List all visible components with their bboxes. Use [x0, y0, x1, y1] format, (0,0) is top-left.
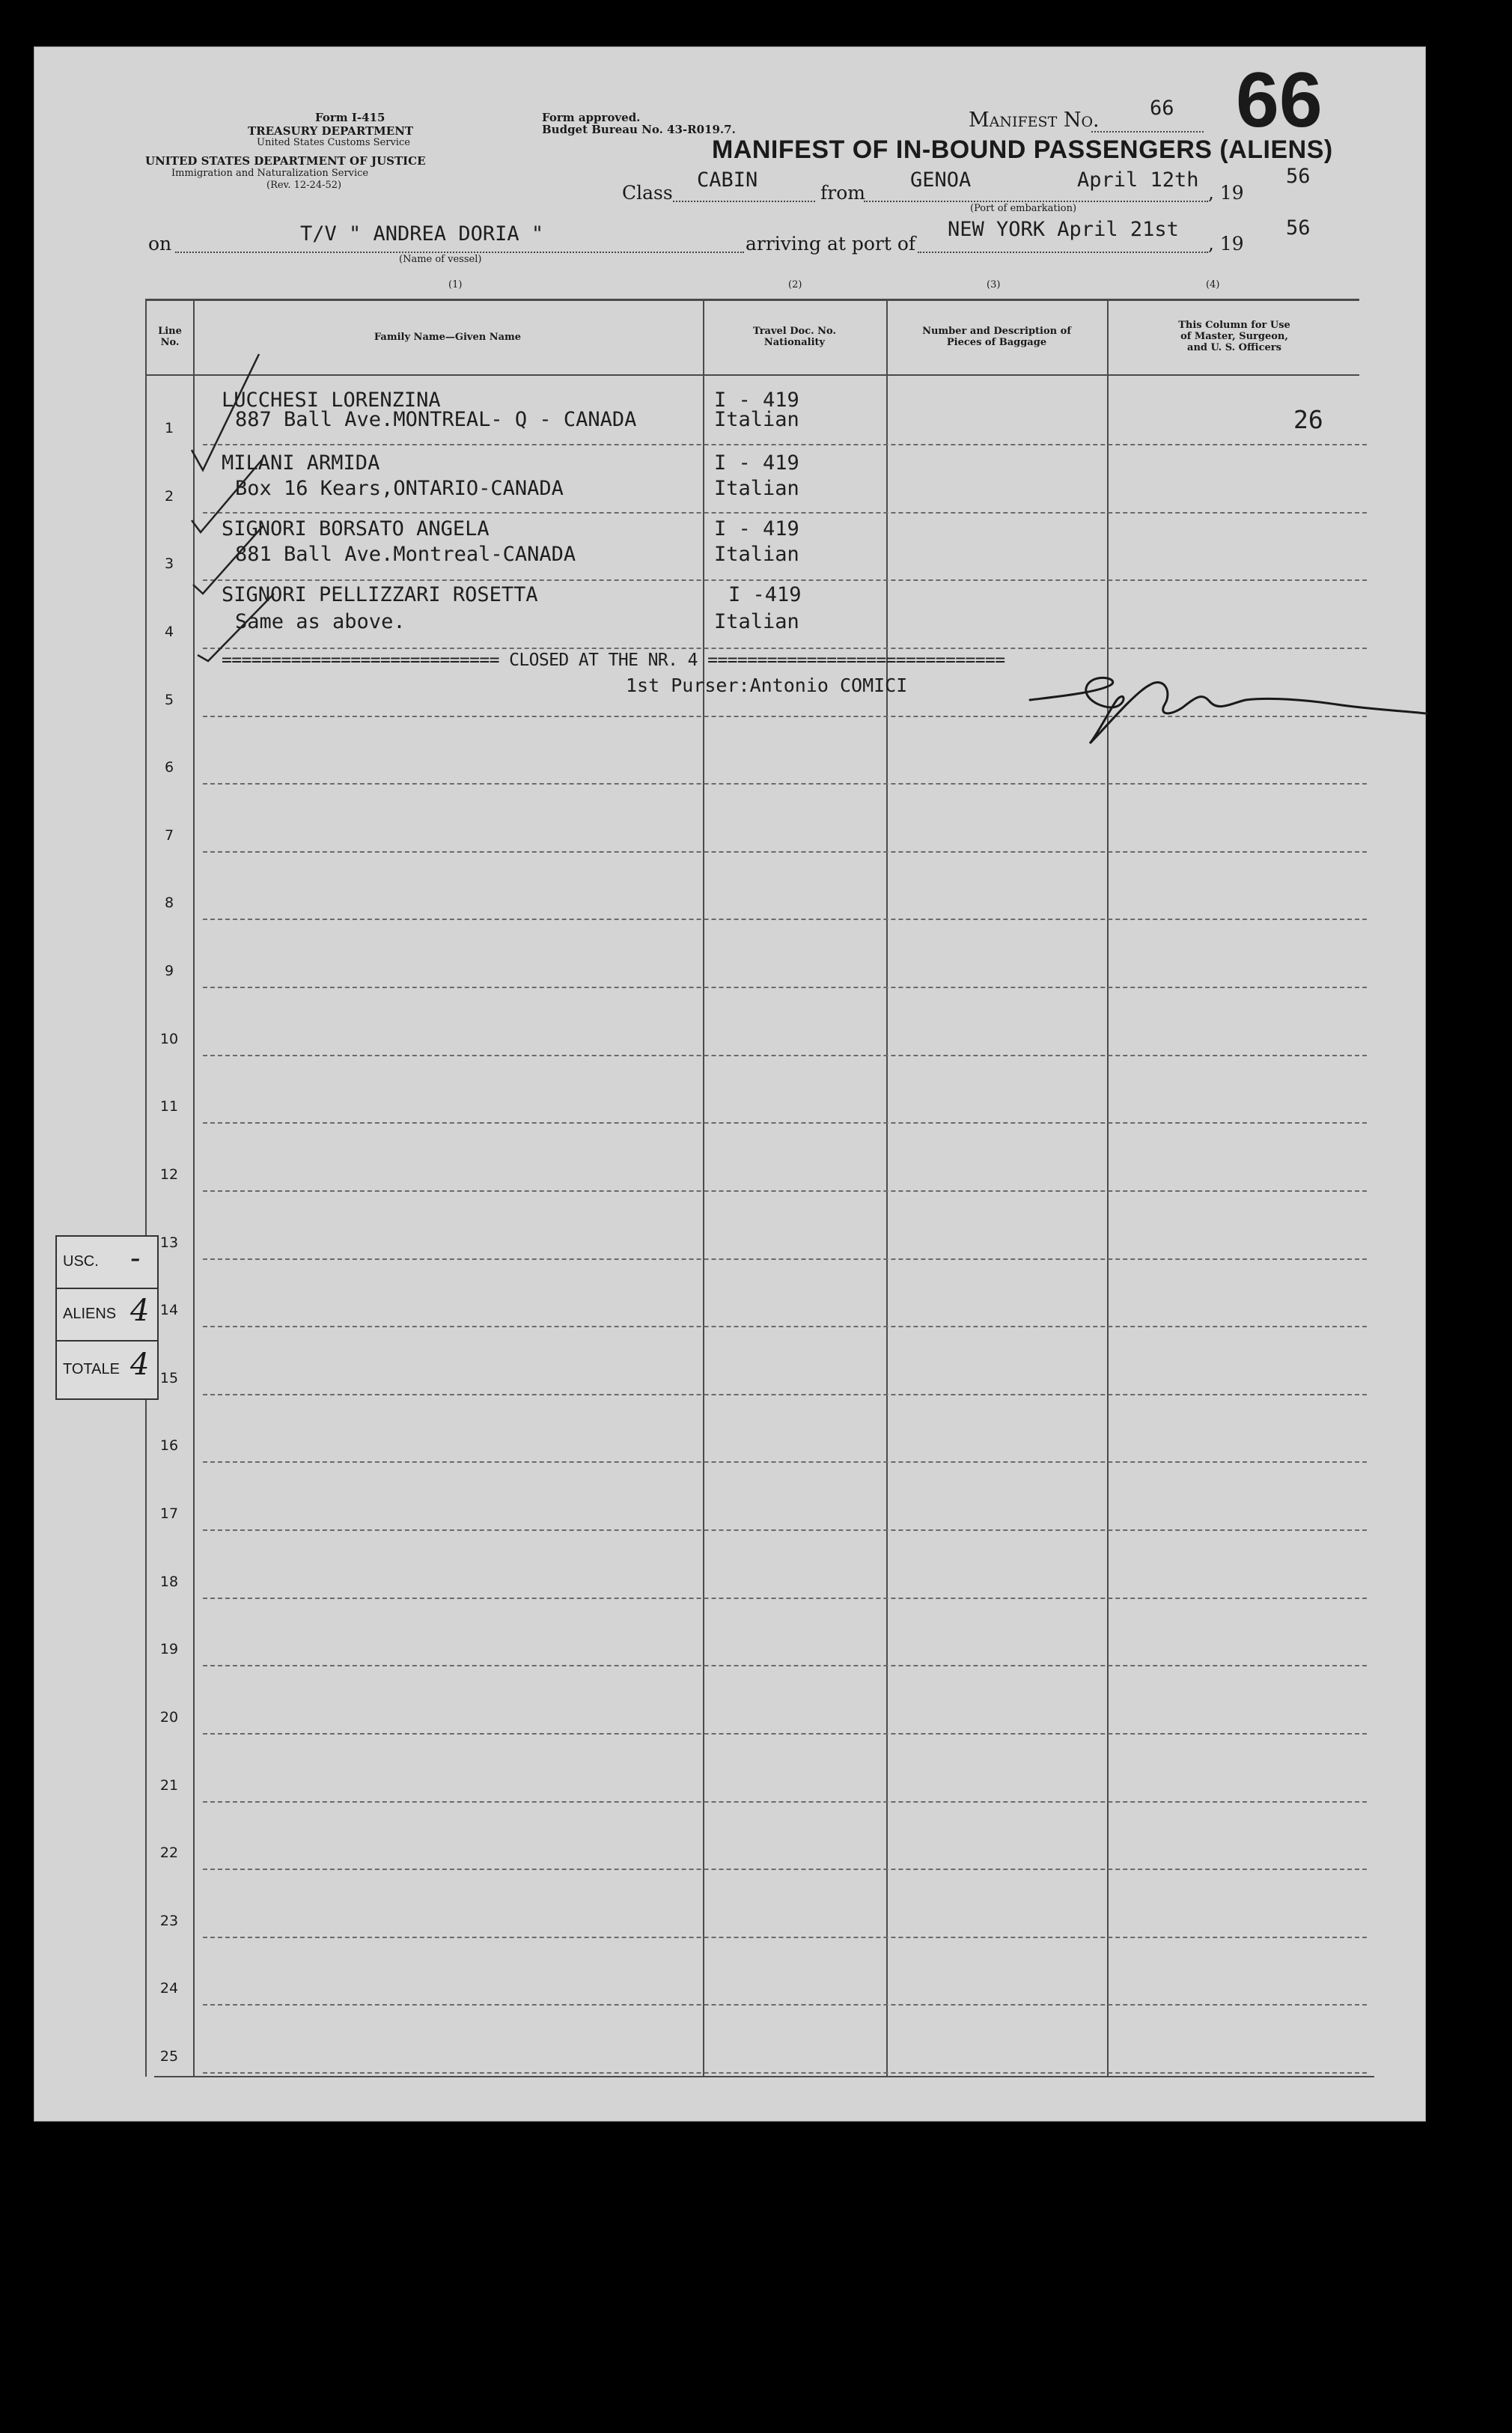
- line-number: 21: [159, 1776, 179, 1794]
- line-number: 4: [164, 623, 174, 640]
- arriving-label: arriving at port of: [746, 233, 916, 255]
- tally-usc-value: -: [130, 1241, 141, 1276]
- officers-use-heading: This Column for Use of Master, Surgeon, and U. S. Officers: [1178, 320, 1290, 353]
- passenger-4-nationality: Italian: [714, 610, 799, 633]
- row-rule: [203, 1733, 1367, 1735]
- line-number: 22: [159, 1845, 179, 1862]
- line-number: 18: [159, 1573, 179, 1590]
- manifest-no-value: 66: [1150, 97, 1174, 120]
- passenger-4-name: SIGNORI PELLIZZARI ROSETTA: [222, 583, 538, 606]
- line-number: 13: [159, 1234, 179, 1251]
- line-number: 11: [159, 1098, 179, 1115]
- line-no-heading: Line No.: [158, 326, 182, 348]
- passenger-1-doc: I - 419: [714, 389, 799, 412]
- row-rule: [203, 1529, 1367, 1531]
- manifest-no-label: Manifest No.: [969, 109, 1100, 132]
- passenger-2-address: Box 16 Kears,ONTARIO-CANADA: [235, 477, 564, 500]
- line-number: 5: [164, 691, 174, 708]
- row-rule: [203, 1869, 1367, 1870]
- vessel-name-note: (Name of vessel): [399, 254, 482, 265]
- departure-year: 56: [1286, 165, 1311, 188]
- travel-doc-heading: Travel Doc. No. Nationality: [752, 326, 837, 348]
- tally-total-row: [57, 1342, 157, 1397]
- passenger-3-address: 881 Ball Ave.Montreal-CANADA: [235, 543, 576, 566]
- line-number: 17: [159, 1505, 179, 1522]
- row-rule: [203, 1326, 1367, 1327]
- row-rule: [203, 2072, 1367, 2074]
- row-rule: [203, 1665, 1367, 1666]
- line-number: 24: [159, 1980, 179, 1997]
- row-rule: [203, 783, 1367, 785]
- tally-aliens-value: 4: [130, 1294, 150, 1328]
- tally-total-label: TOTALE: [63, 1361, 120, 1377]
- purser-signature: [1022, 663, 1442, 752]
- row-rule: [203, 919, 1367, 920]
- line-number: 23: [159, 1912, 179, 1929]
- line-number: 9: [164, 963, 174, 979]
- arrival-port-date: NEW YORK April 21st: [948, 218, 1179, 241]
- row-rule: [203, 851, 1367, 853]
- passenger-4-doc: I -419: [728, 583, 802, 606]
- passenger-1-address: 887 Ball Ave.MONTREAL- Q - CANADA: [235, 408, 637, 431]
- row-rule: [203, 1122, 1367, 1124]
- line-number: 10: [159, 1030, 179, 1047]
- table-bottom-rule: [154, 2076, 1374, 2077]
- purser-line: 1st Purser:Antonio COMICI: [626, 675, 908, 696]
- arrival-year: 56: [1286, 216, 1311, 240]
- page-stamp-number: 66: [1236, 57, 1323, 144]
- line-number: 8: [164, 895, 174, 912]
- tally-aliens-row: [57, 1289, 157, 1342]
- passenger-2-nationality: Italian: [714, 477, 799, 500]
- departure-year-prefix: , 19: [1208, 182, 1244, 204]
- table-top-rule: [145, 299, 1359, 301]
- customs-service: United States Customs Service: [257, 137, 410, 148]
- row-rule: [203, 987, 1367, 988]
- passenger-1-officer-note: 26: [1293, 405, 1323, 434]
- line-number: 14: [159, 1302, 179, 1319]
- tally-aliens-label: ALIENS: [63, 1306, 117, 1322]
- row-rule: [203, 1258, 1367, 1260]
- line-number: 12: [159, 1166, 179, 1183]
- passenger-3-name: SIGNORI BORSATO ANGELA: [222, 517, 490, 541]
- form-number: Form I-415: [315, 111, 385, 124]
- port-embarkation-note: (Port of embarkation): [970, 203, 1077, 214]
- row-rule: [203, 1801, 1367, 1803]
- ins-service: Immigration and Naturalization Service: [171, 168, 369, 179]
- treasury-dept: TREASURY DEPARTMENT: [248, 124, 414, 138]
- column-divider: [1107, 299, 1109, 2077]
- class-value: CABIN: [697, 168, 758, 192]
- on-label: on: [148, 233, 172, 255]
- row-rule: [203, 1055, 1367, 1056]
- row-rule: [203, 512, 1367, 514]
- tally-usc-row: [57, 1237, 157, 1289]
- passenger-4-address: Same as above.: [235, 610, 406, 633]
- line-number: 15: [159, 1369, 179, 1386]
- passenger-1-nationality: Italian: [714, 408, 799, 431]
- budget-bureau: Budget Bureau No. 43-R019.7.: [542, 123, 736, 136]
- passenger-3-nationality: Italian: [714, 543, 799, 566]
- revision-date: (Rev. 12-24-52): [266, 180, 342, 191]
- line-number: 25: [159, 2048, 179, 2065]
- line-number: 1: [164, 420, 174, 436]
- tally-total-value: 4: [130, 1348, 150, 1382]
- column-divider: [886, 299, 888, 2077]
- page-title: MANIFEST OF IN-BOUND PASSENGERS (ALIENS): [712, 135, 1333, 164]
- form-approved: Form approved.: [542, 111, 641, 124]
- row-rule: [203, 1394, 1367, 1395]
- check-marks: [147, 309, 341, 683]
- column-divider: [703, 299, 704, 2077]
- from-port-value: GENOA: [910, 168, 972, 192]
- line-number: 16: [159, 1437, 179, 1455]
- line-number: 20: [159, 1708, 179, 1726]
- passenger-2-doc: I - 419: [714, 451, 799, 475]
- passenger-tally-box: [55, 1235, 159, 1400]
- row-rule: [203, 2004, 1367, 2006]
- passenger-3-doc: I - 419: [714, 517, 799, 541]
- from-label: from: [820, 182, 865, 204]
- line-number: 7: [164, 826, 174, 844]
- col-number-3: (3): [987, 279, 1001, 290]
- passenger-1-name: LUCCHESI LORENZINA: [222, 389, 441, 412]
- justice-dept: UNITED STATES DEPARTMENT OF JUSTICE: [145, 154, 426, 168]
- passenger-2-name: MILANI ARMIDA: [222, 451, 380, 475]
- row-rule: [203, 1461, 1367, 1463]
- closed-at-line: ============================ CLOSED AT THE NR. 4 ==============================: [222, 651, 1005, 670]
- col-number-4: (4): [1206, 279, 1220, 290]
- line-number: 19: [159, 1641, 179, 1658]
- col-number-2: (2): [788, 279, 802, 290]
- baggage-heading: Number and Description of Pieces of Baggage: [922, 326, 1071, 348]
- tally-usc-label: USC.: [63, 1253, 99, 1270]
- manifest-sheet: [34, 46, 1426, 2122]
- line-number: 3: [164, 555, 174, 573]
- row-rule: [203, 579, 1367, 581]
- vessel-name: T/V " ANDREA DORIA ": [300, 222, 544, 246]
- line-number: 6: [164, 759, 174, 776]
- row-rule: [203, 1598, 1367, 1599]
- class-label: Class: [622, 182, 673, 204]
- line-number: 2: [164, 487, 174, 505]
- row-rule: [203, 444, 1367, 445]
- row-rule: [203, 1190, 1367, 1192]
- arrival-year-prefix: , 19: [1208, 233, 1244, 255]
- family-name-heading: Family Name—Given Name: [374, 332, 522, 343]
- departure-date: April 12th: [1077, 168, 1199, 192]
- row-rule: [203, 648, 1367, 649]
- row-rule: [203, 1937, 1367, 1938]
- col-number-1: (1): [448, 279, 463, 290]
